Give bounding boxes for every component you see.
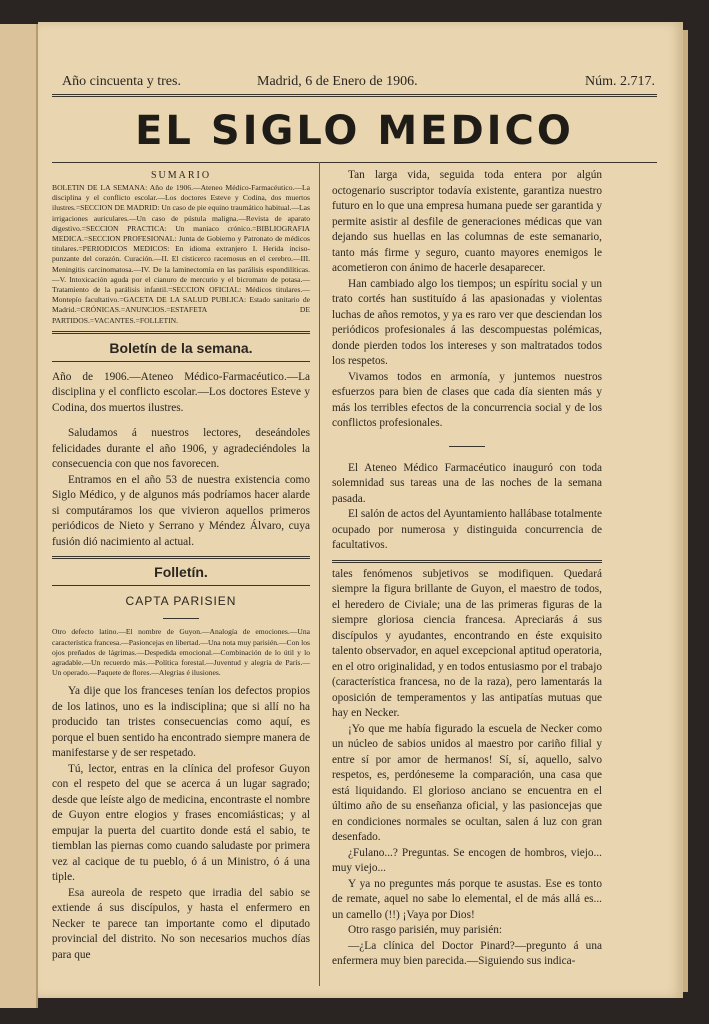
issue-number: Núm. 2.717. (585, 74, 655, 89)
masthead-title: EL SIGLO MEDICO (135, 108, 574, 154)
boletin-heading: Boletín de la semana. (109, 339, 253, 356)
folletin-paragraph: Tú, lector, entras en la clínica del profesor Guyon con el respeto del que se acerca á un lugar sagrado; desde que leíste algo de medicina, encontraste el nombre de Guyon entre elogios y frases encomiásticas; y al empujar la puerta del cuartito donde está el sabio, te tiemblan las piernas como cuando saludaste por primera vez al cacique de tu pueblo, ó á un Ministro, ó á una tiple. (52, 762, 310, 884)
short-rule (449, 446, 485, 447)
section-rule (52, 361, 310, 362)
sumario-title: SUMARIO (150, 170, 212, 181)
folletin-paragraph: Otro rasgo parisién, muy parisién: (348, 924, 503, 936)
folletin-paragraph: ¿Fulano...? Preguntas. Se encogen de hombros, viejo... muy viejo... (332, 846, 602, 874)
issue-date: Madrid, 6 de Enero de 1906. (257, 74, 418, 89)
folletin-heading: Folletín. (154, 564, 208, 581)
section-rule (52, 331, 310, 334)
boletin-paragraph: El salón de actos del Ayuntamiento hallábase totalmente ocupado por numerosa y distinguida concurrencia de facultativos. (332, 508, 603, 551)
folletin-paragraph: tales fenómenos subjetivos se modifiquen. Quedará siempre la figura brillante de Guyon, el maestro de todos, el heredero de Civiale; una de las primeras figuras de la siempre gloriosa ciencia francesa. Apreciarás á sus discípulos y ayudantes, encontrando en éste exquisito talento observador, en aquel excepcional aptitud operatoria, en el otro originalidad, y en todos entusiasmo por el trabajo (característica francesa, no de la raza), pero lamentarás la oposición de temperamentos y las antipatías mutuas que hay en Necker. (332, 567, 602, 719)
folletin-paragraph: Y ya no preguntes más porque te asustas. Ese es tonto de remate, aquel no sabe lo elemental, el de más allá es... un camello (!!) ¡Vaya por Dios! (332, 877, 602, 921)
folletin-title: CAPTA PARISIEN (125, 594, 237, 609)
right-column (332, 168, 602, 970)
folletin-summary: Otro defecto latino.—El nombre de Guyon.—Analogía de emociones.—Una característica francesa.—Pasioncejas en libertad.—Una nota muy parisién.—Con los ojos preñados de lágrimas.—Despedida emocional.—Combinación de lo útil y lo agradable.—Un recuerdo más.—Política forestal.—Juventud y alegría de París.—Un operado.—Paquete de flores.—Alegrías é ilusiones. (52, 627, 310, 678)
boletin-lead: Año de 1906.—Ateneo Médico-Farmacéutico.—La disciplina y el conflicto escolar.—Los doctores Esteve y Codina, dos muertos ilustres. (52, 370, 310, 414)
newspaper-page (38, 22, 683, 998)
previous-page-edge (0, 24, 38, 1008)
folletin-paragraph: —¿La clínica del Doctor Pinard?—pregunto á una enfermera muy bien parecida.—Siguiendo sus indica- (332, 939, 602, 967)
section-rule (332, 560, 602, 563)
short-rule (163, 618, 199, 619)
boletin-paragraph: El Ateneo Médico Farmacéutico inauguró con toda solemnidad sus tareas una de las noches de la semana pasada. (332, 461, 602, 505)
folletin-paragraph: Ya dije que los franceses tenían los defectos propios de los latinos, uno es la indisciplina; que si allí no ha producido tan tristes consecuencias como aquí, es porque el buen sentido ha encontrado siempre manera de manifestarse y de ser respetado. (52, 685, 310, 760)
section-rule (52, 556, 310, 559)
issue-year: Año cincuenta y tres. (62, 74, 181, 89)
sumario-text: BOLETIN DE LA SEMANA: Año de 1906.—Ateneo Médico-Farmacéutico.—La disciplina y el conflicto escolar.—Los doctores Esteve y Codina, dos muertos ilustres.=SECCION DE MADRID: Un caso de pie equino traumático habitual.—Las irrigaciones auriculares.—Un caso de pústula maligna.—Revista de aparato digestivo.=SECCION PRACTICA: Un maniaco crónico.=BIBLIOGRAFIA MEDICA.=SECCION PROFESIONAL: Junta de Gobierno y Patronato de médicos titulares.=PERIODICOS MEDICOS: En idioma extranjero I. Herida inciso-punzante del corazón. Curación.—II. El cisticerco racemosus en el cerebro.—III. Meningitis carcinomatosa.—IV. De la laminectomía en las parálisis espondilíticas.—V. Intoxicación aguda por el cianuro de mercurio y el bicromato de potasa.—Tratamiento de la parálisis infantil.=SECCION OFICIAL: Médicos titulares.—Montepío facultativo.=GACETA DE LA SALUD PUBLICA: Estado sanitario de Madrid.=CRÓNICAS.=ANUNCIOS.=ESTAFETA DE PARTIDOS.=VACANTES.=FOLLETIN. (52, 183, 310, 325)
boletin-paragraph: Saludamos á nuestros lectores, deseándoles felicidades durante el año 1906, y agradeciéndoles la consecuencia con que nos favorecen. (52, 427, 310, 471)
boletin-paragraph: Entramos en el año 53 de nuestra existencia como Siglo Médico, y de algunos más podríamos hacer alarde si computáramos los que vivieron aquellos primeros periódicos de Nieto y Serrano y Méndez Álvaro, cuya fusión dió nacimiento al actual. (52, 473, 310, 548)
left-column (52, 170, 310, 963)
folletin-paragraph: Esa aureola de respeto que irradia del sabio se extiende á sus discípulos, y hasta el enfermero en Necker te parece tan importante como el diputado provincial del distrito. No son necesarios muchos días para que (52, 886, 310, 961)
boletin-paragraph: Han cambiado algo los tiempos; un espíritu social y un trato cortés han sustituído á las apasionadas y violentas luchas de años remotos, y ya es raro ver que desciendan los periódicos profesionales á las descompuestas polémicas, donde pierden todos los intereses y son maltratados todos los respetos. (332, 277, 602, 367)
section-rule (52, 585, 310, 586)
masthead-rule (52, 162, 657, 163)
boletin-paragraph: Tan larga vida, seguida toda entera por algún octogenario suscriptor todavía existente, garantiza nuestro futuro en lo que una empresa humana puede ser garantida y permite asistir al desfile de generaciones médicas que van dejando sus huellas en las columnas de este semanario, tanto más firme y seguro, cuanto mayores enemigos le acometieron con ánimo de hacerle desaparecer. (332, 169, 602, 274)
boletin-paragraph: Vivamos todos en armonía, y juntemos nuestros esfuerzos para bien de clases que cada día sienten más y más los terribles efectos de la concurrencia social y de los conflictos profesionales. (332, 370, 602, 429)
page-edge (683, 30, 688, 992)
header-rule (52, 94, 657, 97)
column-divider (319, 162, 320, 986)
folletin-paragraph: ¡Yo que me había figurado la escuela de Necker como un núcleo de sabios unidos al maestro por cariño filial y entre sí por amor de hermanos! Sí, sí, aquello, salvo respetos, es, perdóneseme la comparación, una casa que está liquidando. El glorioso anciano se encuentra en el último año de su enseñanza oficial, y las pasioncejas que en condiciones normales se ocultan, salen á luz con gran desenfado. (332, 722, 602, 843)
